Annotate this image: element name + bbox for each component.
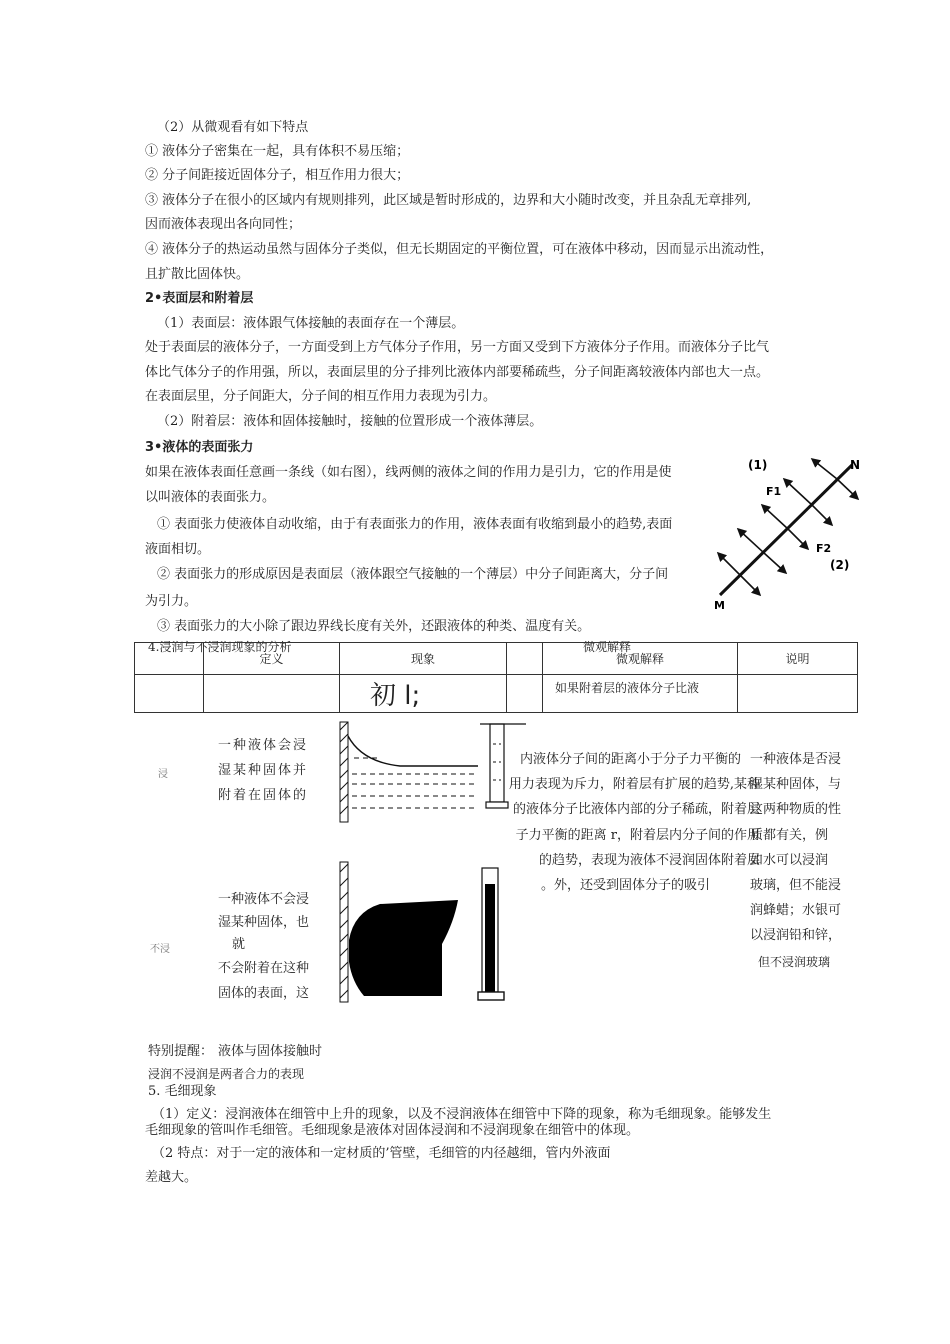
note-line-2: 湿某种固体，与 [750, 777, 842, 792]
nonwetting-illustration [340, 862, 526, 1002]
s3-heading: 3•液体的表面张力 [145, 440, 254, 455]
s1-intro: （2）从微观看有如下特点 [157, 120, 309, 135]
nonwet-def-2: 湿某种固体，也 [218, 915, 310, 930]
nonwet-def-3: 就 [232, 937, 246, 952]
col-header-definition: 定义 [204, 643, 340, 675]
note-line-1: 一种液体是否浸 [750, 752, 842, 767]
note-line-6: 玻璃，但不能浸 [750, 878, 842, 893]
surface-tension-figure [712, 455, 862, 615]
micro-line-1: 内液体分子间的距离小于分子力平衡的 [520, 752, 742, 767]
reminder-line-2: 浸润不浸润是两者合力的表现 [148, 1067, 305, 1081]
s2-para-2c: 在表面层里，分子间距大，分子间的相互作用力表现为引力。 [145, 389, 497, 404]
wet-def-2: 湿某种固体并 [218, 763, 309, 778]
reminder-label: 特别提醒： [148, 1044, 214, 1059]
s1-point-1: ① 液体分子密集在一起，具有体积不易压缩； [145, 144, 410, 159]
nonwet-def-1: 一种液体不会浸 [218, 892, 310, 907]
wet-def-1: 一种液体会浸 [218, 738, 309, 753]
s2-heading: 2•表面层和附着层 [145, 291, 254, 306]
note-line-8: 以浸润铅和锌， [750, 928, 842, 943]
note-line-3: 这两种物质的性 [750, 802, 842, 817]
s3-para-2b: 液面相切。 [145, 542, 211, 557]
s5-para-2b: 差越大。 [145, 1170, 198, 1185]
s1-point-4b: 且扩散比固体快。 [145, 267, 250, 282]
fig-label-f1: F1 [766, 485, 782, 498]
wetting-table [134, 642, 858, 713]
micro-line-2: 用力表现为斥力，附着层有扩展的趋势,某种 [508, 777, 760, 792]
reminder-text: 液体与固体接触时 [218, 1044, 323, 1059]
table-blank-cell [507, 675, 543, 713]
table-blank-cell [738, 675, 858, 713]
note-line-5: 如水可以浸润 [750, 853, 829, 868]
nonwet-def-4: 不会附着在这种 [218, 961, 310, 976]
fig-label-n: N [850, 458, 861, 472]
col-header-phenomenon: 现象 [340, 643, 507, 675]
fig-label-f2: F2 [816, 542, 832, 555]
s3-para-2a: ① 表面张力使液体自动收缩，由于有表面张力的作用，液体表面有收缩到最小的趋势,表面 [157, 517, 673, 532]
s3-para-4: ③ 表面张力的大小除了跟边界线长度有关外，还跟液体的种类、温度有关。 [157, 619, 591, 634]
s5-para-2a: （2 特点：对于一定的液体和一定材质的’管壁，毛细管的内径越细，管内外液面 [152, 1146, 611, 1161]
s1-point-3b: 因而液体表现出各向同性； [145, 217, 302, 232]
micro-line-3: 的液体分子比液体内部的分子稀疏，附着层 [512, 802, 760, 817]
wetting-illustration [340, 722, 526, 822]
note-line-7: 润蜂蜡；水银可 [750, 903, 842, 918]
col-header-micro: 微观解释 [543, 643, 738, 675]
micro-line-4: 子力平衡的距离 r，附着层内分子间的作用 [515, 828, 760, 843]
table-blank-cell [135, 675, 204, 713]
s3-para-1b: 以叫液体的表面张力。 [145, 490, 276, 505]
col-header-note: 说明 [738, 643, 858, 675]
micro-line-5: 的趋势，表现为液体不浸润固体附着层 [538, 853, 760, 868]
s1-point-2: ② 分子间距接近固体分子，相互作用力很大； [145, 168, 410, 183]
wet-def-3: 附着在固体的 [218, 788, 309, 803]
note-line-4: 质都有关，例 [750, 828, 829, 843]
nonwet-def-5: 固体的表面，这 [218, 986, 310, 1001]
s1-point-3a: ③ 液体分子在很小的区域内有规则排列，此区域是暂时形成的，边界和大小随时改变，并且杂乱无章排列, [145, 193, 752, 208]
s5-para-1a: （1）定义：浸润液体在细管中上升的现象，以及不浸润液体在细管中下降的现象，称为毛细现象。能够发生 [152, 1107, 772, 1122]
micro-line-6: 外，还受到固体分子的吸引。 [540, 878, 710, 893]
phenomenon-glyph: 初 l; [370, 681, 421, 711]
s4-heading-clipped: 4.浸润与不浸润现象的分析 [148, 640, 292, 654]
fig-label-2: (2) [830, 558, 850, 572]
table-blank-cell [204, 675, 340, 713]
s3-para-3b: 为引力。 [145, 594, 198, 609]
s2-para-3: （2）附着层：液体和固体接触时，接触的位置形成一个液体薄层。 [157, 414, 543, 429]
table-blank-cell [135, 643, 204, 675]
fig-label-1: (1) [748, 458, 768, 472]
wet-row-label: 浸 [158, 769, 168, 780]
note-line-9: 但不浸润玻璃 [758, 955, 831, 969]
fig-label-m: M [714, 599, 725, 612]
s2-para-2a: 处于表面层的液体分子，一方面受到上方气体分子作用，另一方面又受到下方液体分子作用。而液体分子比气 [145, 340, 770, 355]
s2-para-1: （1）表面层：液体跟气体接触的表面存在一个薄层。 [157, 316, 465, 331]
s5-para-1b: 毛细现象的管叫作毛细管。毛细现象是液体对固体浸润和不浸润现象在细管中的体现。 [145, 1123, 640, 1138]
s3-para-3a: ② 表面张力的形成原因是表面层（液体跟空气接触的一个薄层）中分子间距离大，分子间 [157, 567, 669, 582]
s5-heading: 5. 毛细现象 [148, 1084, 217, 1099]
row1-micro: 如果附着层的液体分子比液 [543, 675, 738, 713]
s1-point-4a: ④ 液体分子的热运动虽然与固体分子类似，但无长期固定的平衡位置，可在液体中移动，因而显示出流动性， [145, 242, 774, 257]
s4-heading-clipped-right: 微观解释 [583, 640, 632, 654]
s2-para-2b: 体比气体分子的作用强，所以，表面层里的分子排列比液体内部要稀疏些，分子间距离较液体内部也大一点。 [145, 365, 770, 380]
s3-para-1a: 如果在液体表面任意画一条线（如右图），线两侧的液体之间的作用力是引力，它的作用是使 [145, 465, 672, 480]
nonwet-row-label: 不浸 [150, 944, 170, 955]
table-blank-cell [507, 643, 543, 675]
